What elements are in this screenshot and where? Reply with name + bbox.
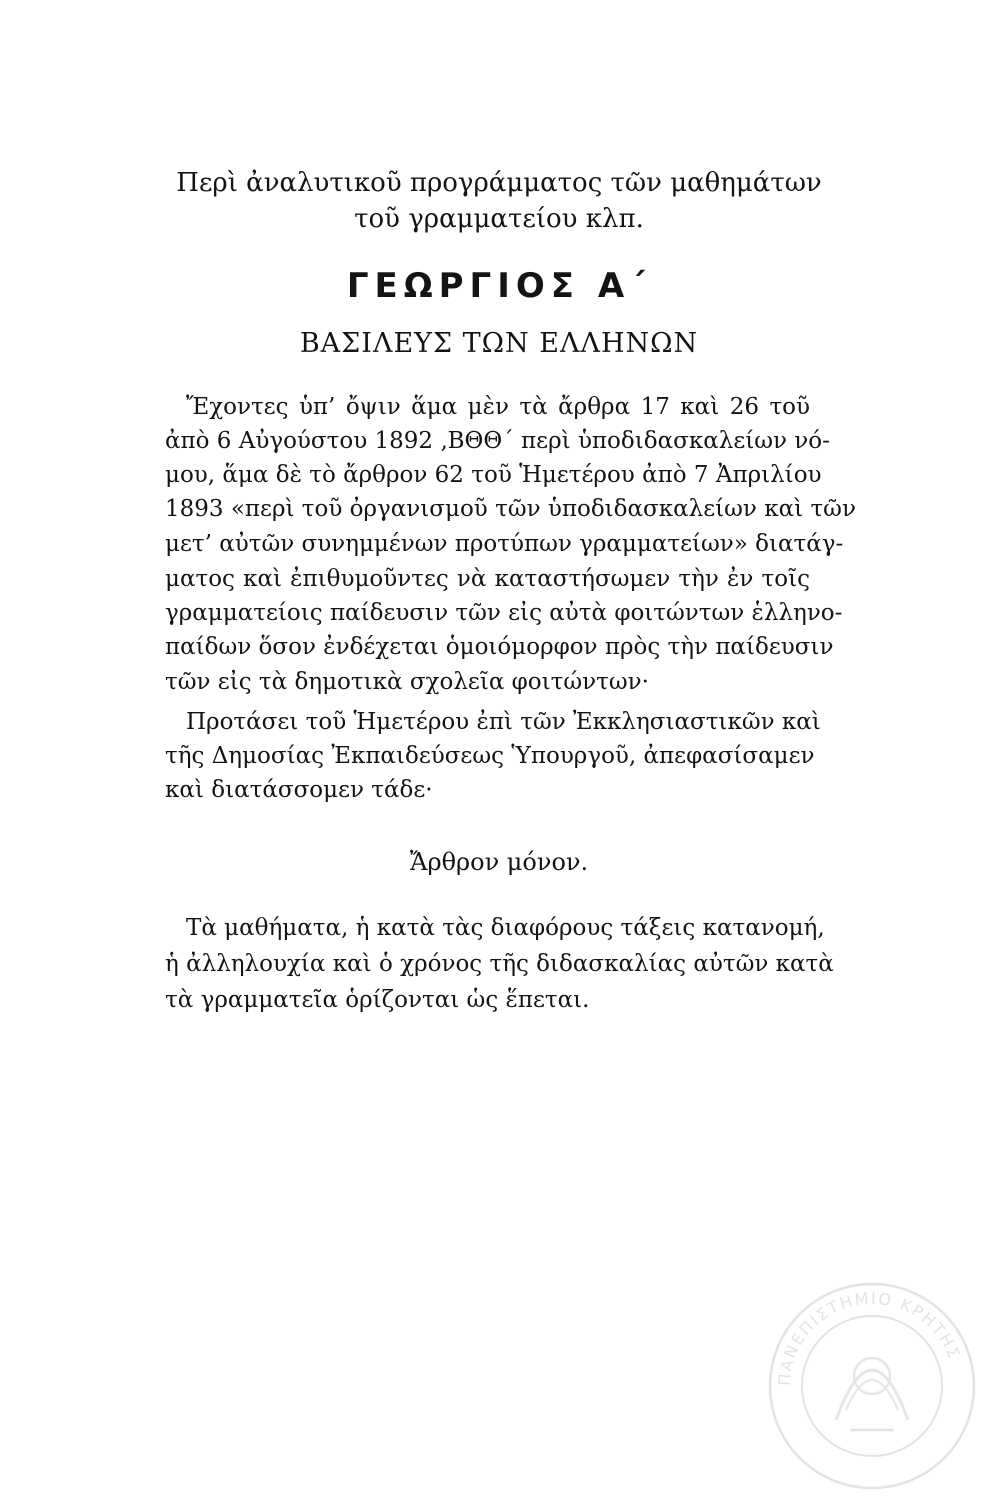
article-heading: Ἄρθρον μόνον. [409,848,589,876]
university-seal-stamp [766,1280,978,1492]
proposal-line: καὶ διατάσσομεν τάδε· [165,777,433,803]
proposal-line: Προτάσει τοῦ Ἡμετέρου ἐπὶ τῶν Ἐκκλησιαστικῶν καὶ [186,709,821,735]
decree-subject-line-2: τοῦ γραμματείου κλπ. [354,204,644,234]
royal-title: ΒΑΣΙΛΕΥΣ ΤΩΝ ΕΛΛΗΝΩΝ [299,328,699,359]
preamble-line: ἀπὸ 6 Αὐγούστου 1892 ‚ΒΘΘ΄ περὶ ὑποδιδασκαλείων νό- [165,428,830,454]
preamble-line: Ἔχοντες ὑπ’ ὄψιν ἅμα μὲν τὰ ἄρθρα 17 καὶ 26 τοῦ [186,394,810,420]
proposal-line: τῆς Δημοσίας Ἐκπαιδεύσεως Ὑπουργοῦ, ἀπεφασίσαμεν [165,743,815,769]
article-line: τὰ γραμματεῖα ὁρίζονται ὡς ἕπεται. [165,987,590,1013]
preamble-line: γραμματείοις παίδευσιν τῶν εἰς αὐτὰ φοιτώντων ἑλληνο- [165,600,843,626]
preamble-line: ματος καὶ ἐπιθυμοῦντες νὰ καταστήσωμεν τὴν ἐν τοῖς [165,566,810,592]
king-name: ΓΕΩΡΓΙΟΣ Α΄ [346,266,652,306]
preamble-line: μετ’ αὐτῶν συνημμένων προτύπων γραμματείων» διατάγ- [165,531,844,557]
preamble-line: παίδων ὅσον ἐνδέχεται ὁμοιόμορφον πρὸς τὴν παίδευσιν [165,634,834,660]
seal-lettering: ΠΑΝΕΠΙΣΤΗΜΙΟ ΚΡΗΤΗΣ [774,1288,965,1387]
decree-subject-line-1: Περὶ ἀναλυτικοῦ προγράμματος τῶν μαθημάτων [176,168,822,198]
preamble-line: μου, ἅμα δὲ τὸ ἄρθρον 62 τοῦ Ἡμετέρου ἀπὸ 7 Ἀπριλίου [165,462,822,488]
article-line: ἡ ἀλληλουχία καὶ ὁ χρόνος τῆς διδασκαλίας αὐτῶν κατὰ [165,951,834,977]
preamble-line: τῶν εἰς τὰ δημοτικὰ σχολεῖα φοιτώντων· [165,669,649,695]
article-line: Τὰ μαθήματα, ἡ κατὰ τὰς διαφόρους τάξεις κατανομή, [186,915,825,941]
preamble-line: 1893 «περὶ τοῦ ὀργανισμοῦ τῶν ὑποδιδασκαλείων καὶ τῶν [165,496,856,522]
